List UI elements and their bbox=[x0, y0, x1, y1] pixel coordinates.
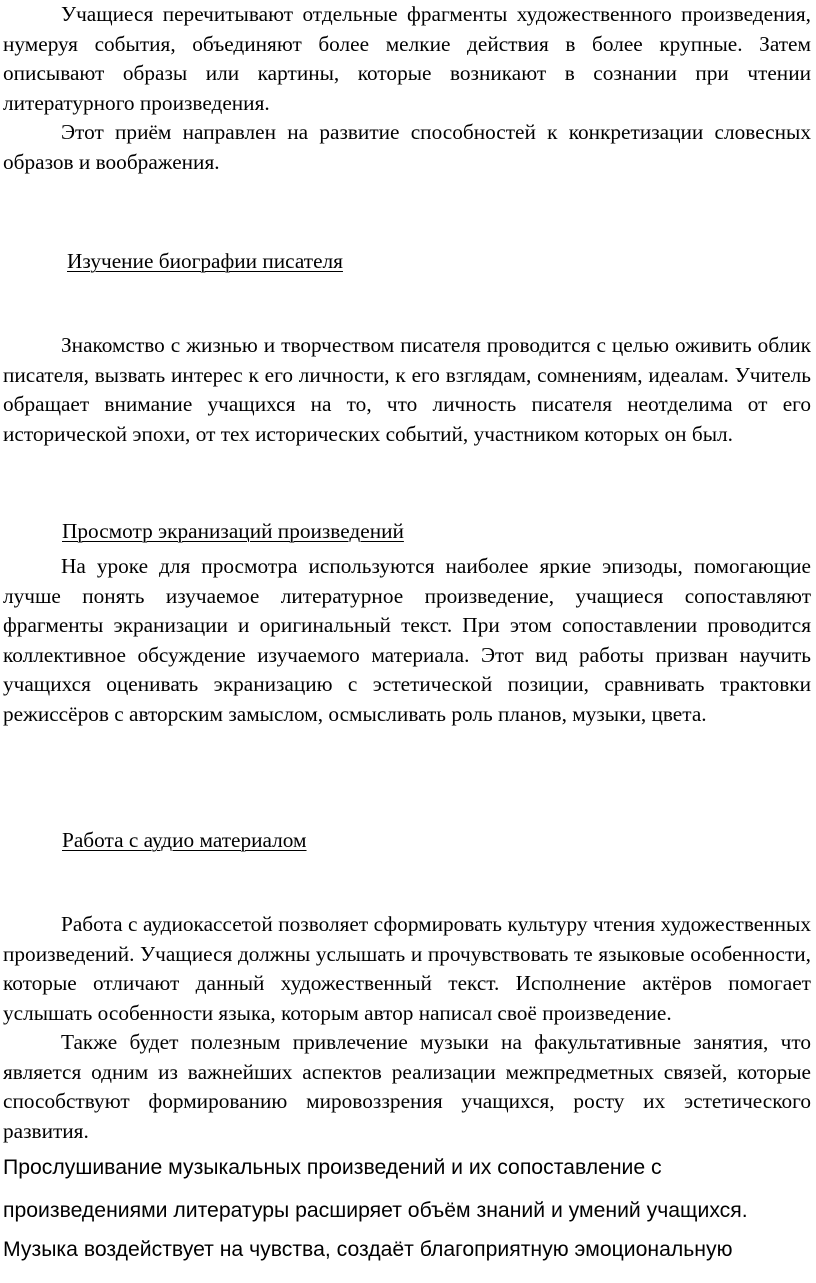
audio-paragraph-1: Работа с аудиокассетой позволяет сформировать культуру чтения художественных произведений. Учащиеся должны услышать и прочувствовать те языковые особенности, которые отличают данный художественный текст. Исполнение актёров помогает услышать особенности языка, которым автор написал своё произведение. bbox=[3, 912, 811, 1025]
screen-adaptations-section bbox=[3, 552, 811, 729]
heading-audio-material: Работа с аудио материалом bbox=[62, 828, 307, 852]
screen-adaptations-paragraph: На уроке для просмотра используются наиболее яркие эпизоды, помогающие лучше понять изучаемое литературное произведение, учащиеся сопоставляют фрагменты экранизации и оригинальный текст. При этом сопоставлении проводится коллективное обсуждение изучаемого материала. Этот вид работы призван научить учащихся оценивать экранизацию с эстетической позиции, сравнивать трактовки режиссёров с авторским замыслом, осмысливать роль планов, музыки, цвета. bbox=[3, 554, 811, 726]
heading-biography: Изучение биографии писателя bbox=[67, 249, 343, 273]
music-paragraph-line-3: Музыка воздействует на чувства, создаёт благоприятную эмоциональную bbox=[3, 1238, 733, 1261]
biography-paragraph: Знакомство с жизнью и творчеством писателя проводится с целью оживить облик писателя, вызвать интерес к его личности, к его взглядам, сомнениям, идеалам. Учитель обращает внимание учащихся на то, что личность писателя неотделима от его исторической эпохи, от тех исторических событий, участником которых он был. bbox=[3, 333, 811, 446]
heading-screen-adaptations: Просмотр экранизаций произведений bbox=[62, 519, 404, 543]
audio-section bbox=[3, 910, 811, 1146]
music-paragraph-line-1: Прослушивание музыкальных произведений и их сопоставление с bbox=[3, 1156, 662, 1179]
biography-section bbox=[3, 331, 811, 449]
intro-paragraph-1: Учащиеся перечитывают отдельные фрагменты художественного произведения, нумеруя события, объединяют более мелкие действия в более крупные. Затем описывают образы или картины, которые возникают в сознании при чтении литературного произведения. bbox=[3, 2, 811, 115]
intro-paragraph-2: Этот приём направлен на развитие способностей к конкретизации словесных образов и воображения. bbox=[3, 120, 811, 174]
intro-section bbox=[3, 0, 811, 177]
audio-paragraph-2: Также будет полезным привлечение музыки на факультативные занятия, что является одним из важнейших аспектов реализации межпредметных связей, которые способствуют формированию мировоззрения учащихся, росту их эстетического развития. bbox=[3, 1030, 811, 1143]
music-paragraph-line-2: произведениями литературы расширяет объём знаний и умений учащихся. bbox=[3, 1199, 748, 1222]
